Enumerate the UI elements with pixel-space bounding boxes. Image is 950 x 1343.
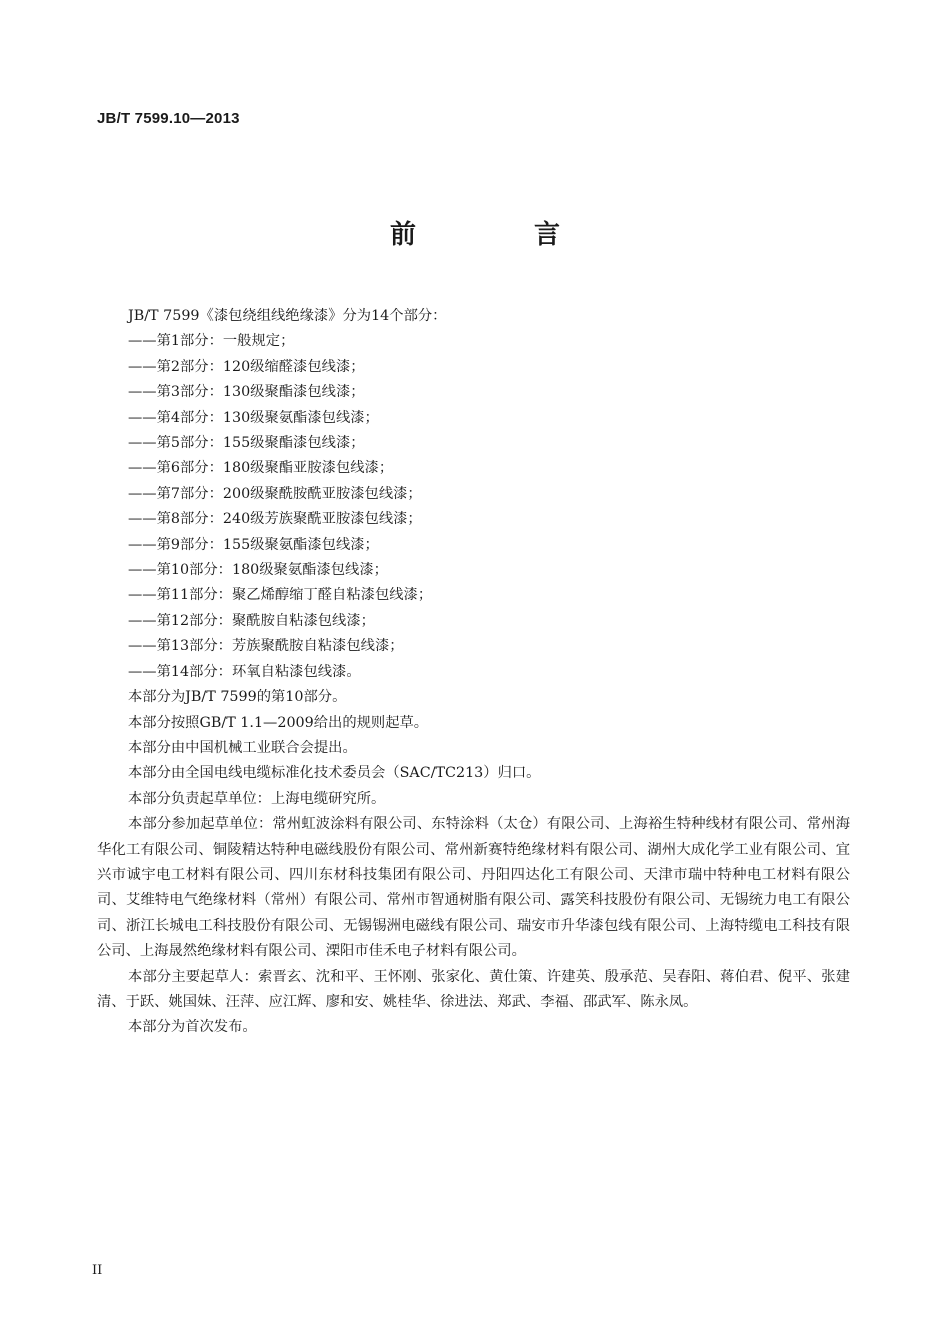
statement-responsible-unit: 本部分负责起草单位：上海电缆研究所。: [128, 790, 386, 807]
list-item: ——第2部分：120级缩醛漆包线漆；: [128, 358, 365, 375]
participating-units-paragraph: 本部分参加起草单位：常州虹波涂料有限公司、东特涂料（太仓）有限公司、上海裕生特种线材有限公司、常州海华化工有限公司、铜陵精达特种电磁线股份有限公司、常州新赛特绝缘材料有限公司、湖州大成化学工业有限公司、宜兴市诚宇电工材料有限公司、四川东材科技集团有限公司、丹阳四达化工有限公司、天津市瑞中特种电工材料有限公司、艾维特电气绝缘材料（常州）有限公司、常州市智通树脂有限公司、露笑科技股份有限公司、无锡统力电工有限公司、浙江长城电工科技股份有限公司、无锡锡洲电磁线有限公司、瑞安市升华漆包线有限公司、上海特缆电工科技有限公司、上海晟然绝缘材料有限公司、溧阳市佳禾电子材料有限公司。: [97, 816, 850, 960]
list-item: ——第11部分：聚乙烯醇缩丁醛自粘漆包线漆；: [128, 587, 433, 604]
document-code: JB/T 7599.10—2013: [97, 110, 240, 127]
statement-proposer: 本部分由中国机械工业联合会提出。: [128, 739, 357, 756]
list-item: ——第12部分：聚酰胺自粘漆包线漆；: [128, 612, 375, 629]
list-item: ——第8部分：240级芳族聚酰亚胺漆包线漆；: [128, 511, 422, 528]
list-item: ——第13部分：芳族聚酰胺自粘漆包线漆；: [128, 638, 404, 655]
list-item: ——第14部分：环氧自粘漆包线漆。: [128, 663, 361, 680]
list-item: ——第4部分：130级聚氨酯漆包线漆；: [128, 409, 379, 426]
list-item: ——第9部分：155级聚氨酯漆包线漆；: [128, 536, 379, 553]
main-drafters-paragraph: 本部分主要起草人：索晋玄、沈和平、王怀刚、张家化、黄仕策、许建英、殷承范、吴春阳、蒋伯君、倪平、张建清、于跃、姚国妹、汪萍、应江辉、廖和安、姚桂华、徐进法、郑武、李福、邵武军、陈永凤。: [97, 968, 850, 1010]
list-item: ——第7部分：200级聚酰胺酰亚胺漆包线漆；: [128, 485, 422, 502]
foreword-body: [97, 304, 850, 1041]
release-statement: 本部分为首次发布。: [128, 1019, 257, 1036]
statement-drafting-rules: 本部分按照GB/T 1.1—2009给出的规则起草。: [128, 714, 429, 731]
list-item: ——第3部分：130级聚酯漆包线漆；: [128, 384, 365, 401]
list-item: ——第5部分：155级聚酯漆包线漆；: [128, 435, 365, 452]
list-item: ——第1部分：一般规定；: [128, 333, 295, 350]
statement-administration: 本部分由全国电线电缆标准化技术委员会（SAC/TC213）归口。: [128, 765, 541, 782]
page-number: II: [92, 1263, 103, 1278]
parts-list: [97, 329, 850, 685]
page-title: 前 言: [389, 220, 606, 250]
parts-intro: JB/T 7599《漆包绕组线绝缘漆》分为14个部分：: [128, 308, 447, 324]
list-item: ——第6部分：180级聚酯亚胺漆包线漆；: [128, 460, 394, 477]
list-item: ——第10部分：180级聚氨酯漆包线漆；: [128, 562, 388, 579]
statement-part-number: 本部分为JB/T 7599的第10部分。: [128, 689, 347, 706]
